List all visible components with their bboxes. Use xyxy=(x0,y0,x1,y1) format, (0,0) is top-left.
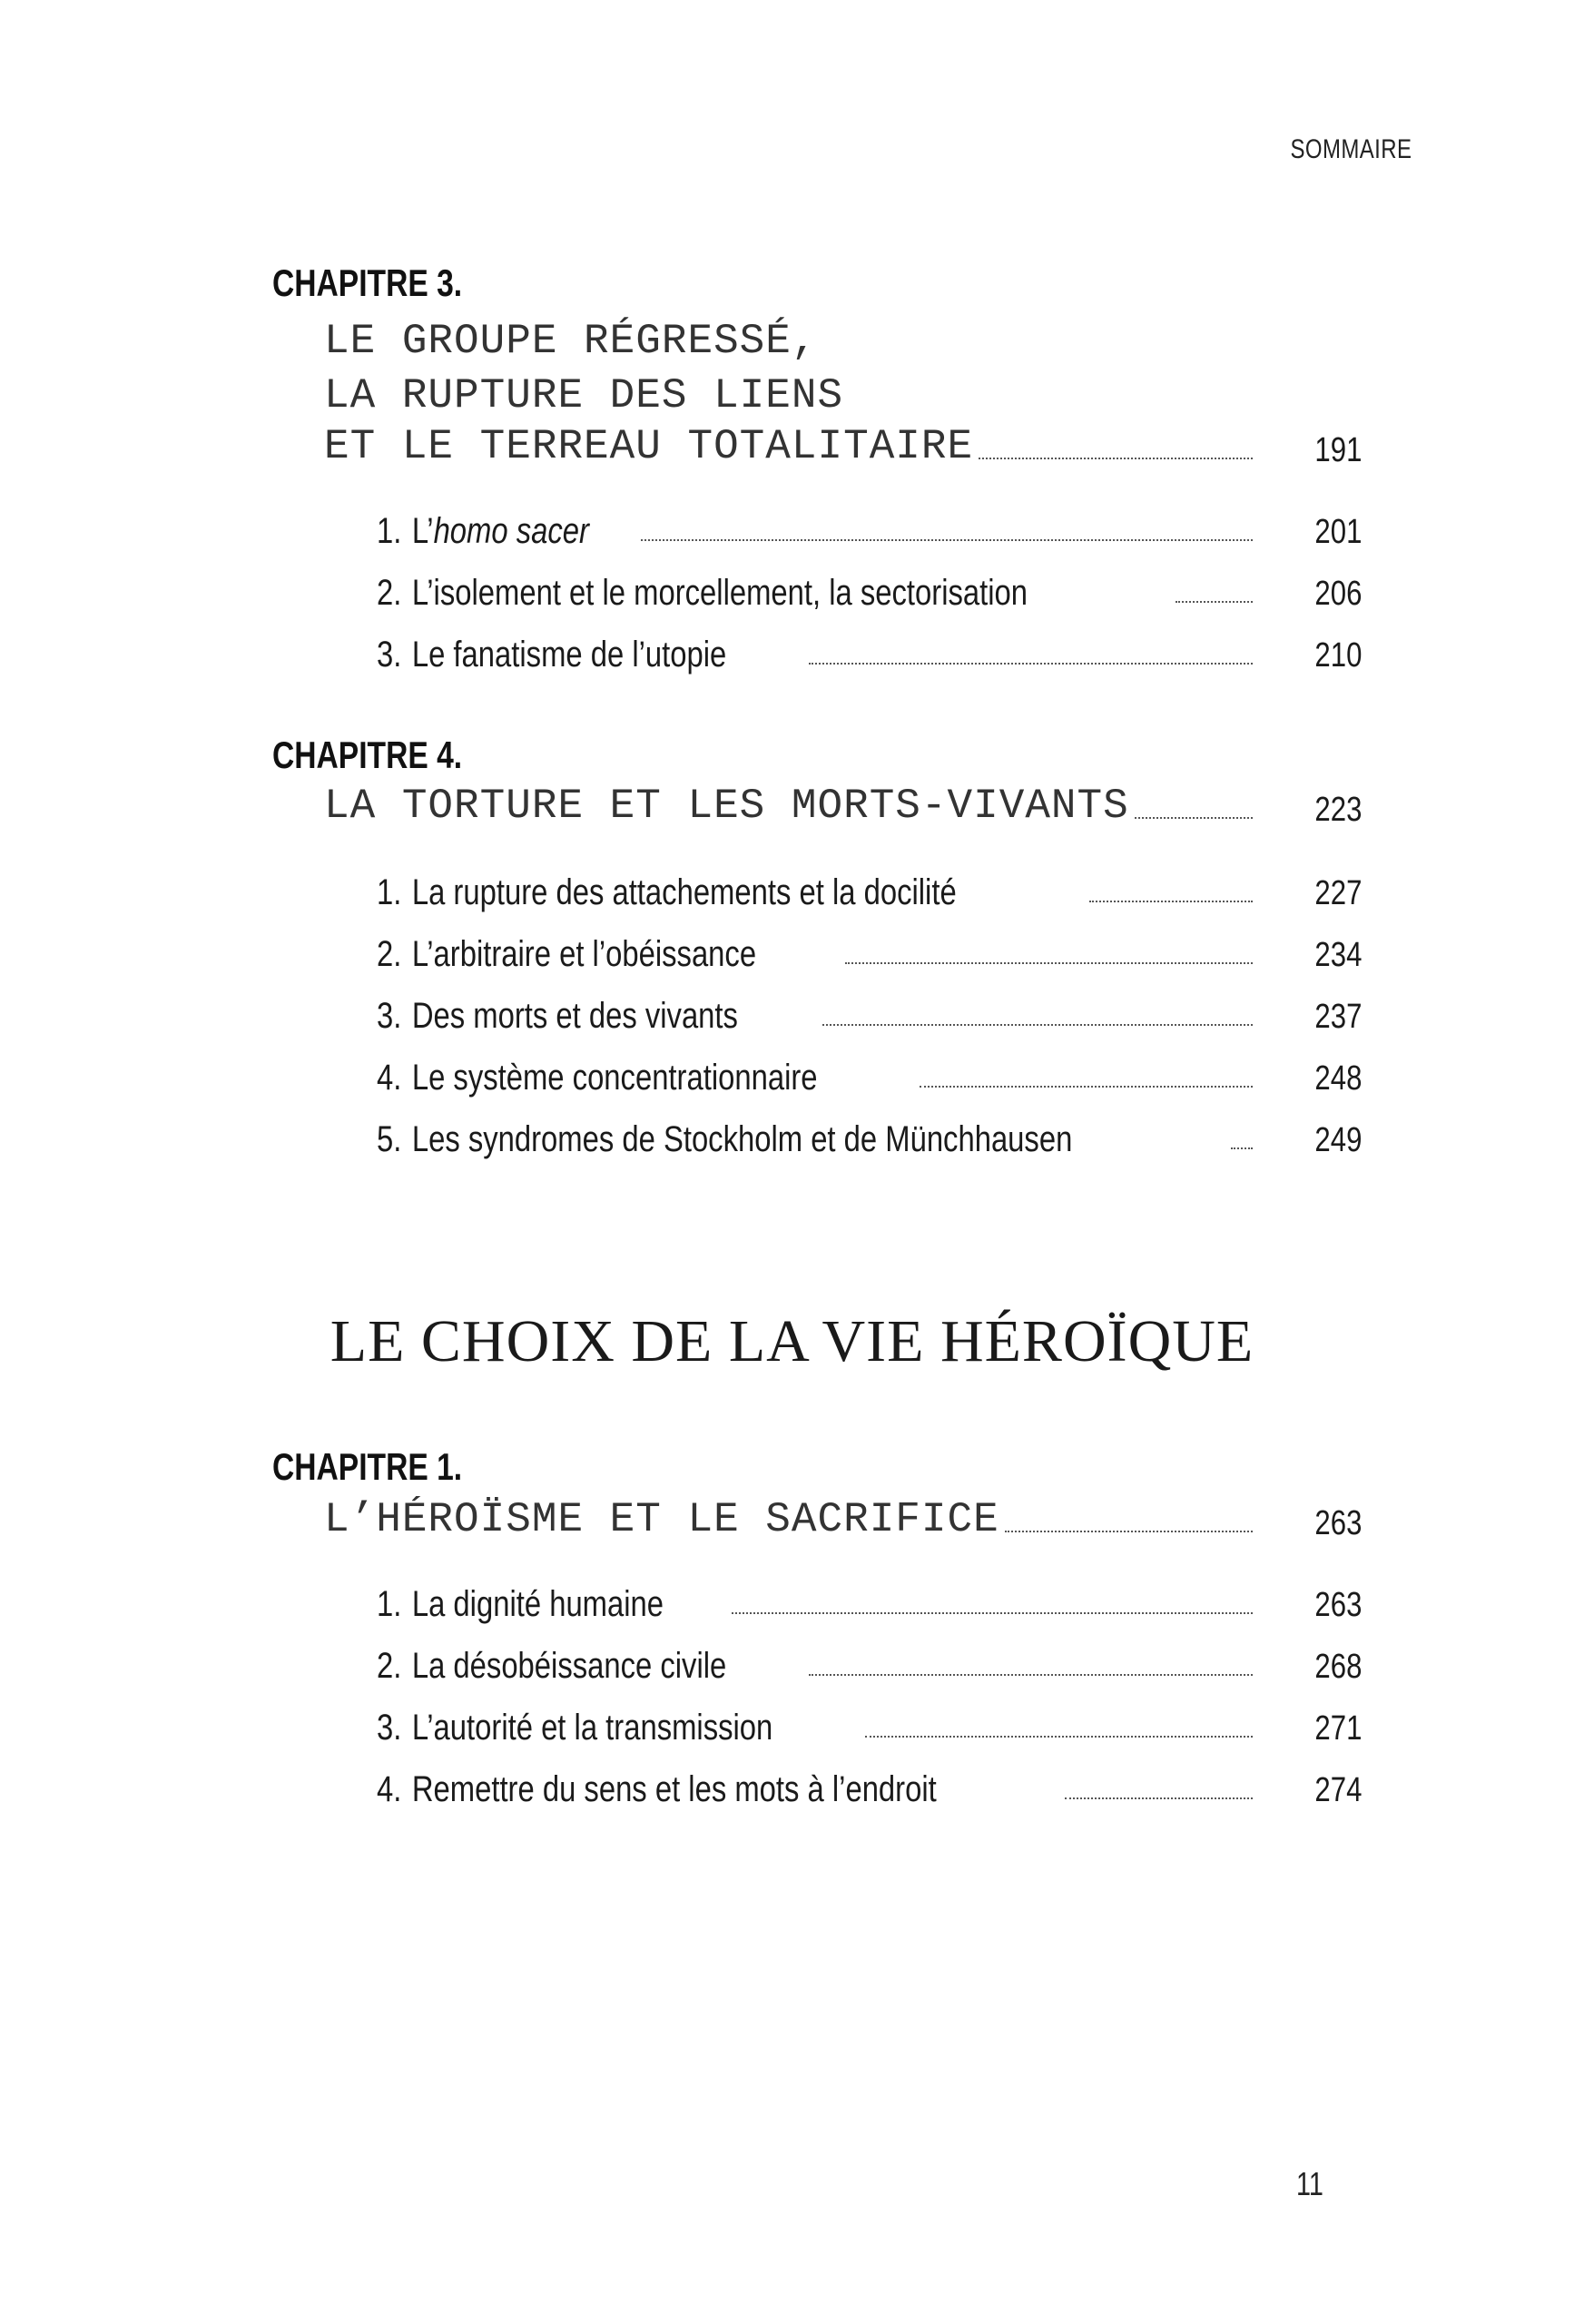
entry-number: 3. xyxy=(377,635,402,675)
chapter-3-title-row[interactable] xyxy=(0,423,1584,470)
chapter-3-title-line-2: LA RUPTURE DES LIENS xyxy=(324,372,844,419)
entry-text: L’arbitraire et l’obéissance xyxy=(411,934,757,974)
chapter-3-page: 191 xyxy=(1314,431,1362,469)
leader-dots xyxy=(979,458,1253,459)
chapter-3-title-line-1: LE GROUPE RÉGRESSÉ, xyxy=(324,318,818,365)
entry-page: 263 xyxy=(1314,1586,1362,1624)
leader-dots xyxy=(641,539,1253,541)
entry-number: 2. xyxy=(377,934,402,974)
entry-page: 206 xyxy=(1314,575,1362,613)
entry-text-italic: homo sacer xyxy=(433,511,589,551)
entry-page: 271 xyxy=(1314,1709,1362,1748)
chapter-4-page: 223 xyxy=(1314,791,1362,829)
entry-number: 5. xyxy=(377,1119,402,1159)
leader-dots xyxy=(809,1674,1253,1676)
entry-text: La désobéissance civile xyxy=(411,1646,727,1686)
leader-dots xyxy=(1089,901,1253,902)
entry-page: 210 xyxy=(1314,636,1362,675)
entry-page: 248 xyxy=(1314,1059,1362,1098)
entry-page: 249 xyxy=(1314,1121,1362,1159)
entry-text: Des morts et des vivants xyxy=(411,996,738,1036)
entry-page: 237 xyxy=(1314,998,1362,1036)
chapter-1-title: L’HÉROÏSME ET LE SACRIFICE xyxy=(324,1496,999,1543)
leader-dots xyxy=(845,962,1253,964)
toc-entry[interactable] xyxy=(0,1763,1584,1810)
toc-entry[interactable] xyxy=(0,1701,1584,1748)
entry-number: 1. xyxy=(377,872,402,912)
chapter-4-title-row[interactable] xyxy=(0,783,1584,830)
page-number: 11 xyxy=(1296,2165,1323,2202)
leader-dots xyxy=(822,1024,1253,1026)
entry-page: 201 xyxy=(1314,513,1362,551)
entry-text: La dignité humaine xyxy=(411,1584,664,1624)
leader-dots xyxy=(1005,1531,1253,1532)
toc-entry[interactable] xyxy=(0,505,1584,552)
toc-entry[interactable] xyxy=(0,566,1584,614)
entry-page: 268 xyxy=(1314,1648,1362,1686)
toc-entry[interactable] xyxy=(0,1640,1584,1687)
part-title: LE CHOIX DE LA VIE HÉROÏQUE xyxy=(330,1308,1254,1374)
chapter-1-title-row[interactable] xyxy=(0,1496,1584,1543)
toc-entry[interactable] xyxy=(0,1578,1584,1625)
chapter-1-page: 263 xyxy=(1314,1504,1362,1542)
entry-number: 4. xyxy=(377,1058,402,1098)
entry-text: Les syndromes de Stockholm et de Münchhausen xyxy=(411,1119,1073,1159)
entry-text: L’isolement et le morcellement, la sectorisation xyxy=(411,573,1028,613)
leader-dots xyxy=(732,1612,1253,1614)
toc-entry[interactable] xyxy=(0,866,1584,913)
toc-entry[interactable] xyxy=(0,1113,1584,1160)
leader-dots xyxy=(1231,1147,1253,1149)
toc-entry[interactable] xyxy=(0,1051,1584,1098)
entry-number: 4. xyxy=(377,1769,402,1809)
entry-text: L’ xyxy=(411,511,434,551)
entry-number: 3. xyxy=(377,996,402,1036)
entry-page: 274 xyxy=(1314,1771,1362,1809)
toc-entry[interactable] xyxy=(0,628,1584,675)
entry-text: La rupture des attachements et la docilité xyxy=(411,872,957,912)
running-head: SOMMAIRE xyxy=(1290,134,1412,164)
entry-number: 1. xyxy=(377,511,402,551)
toc-entry[interactable] xyxy=(0,928,1584,975)
entry-page: 234 xyxy=(1314,936,1362,974)
chapter-4-title: LA TORTURE ET LES MORTS-VIVANTS xyxy=(324,783,1129,830)
leader-dots xyxy=(1065,1797,1253,1799)
leader-dots xyxy=(865,1736,1253,1738)
entry-text: Remettre du sens et les mots à l’endroit xyxy=(411,1769,937,1809)
chapter-3-label: CHAPITRE 3. xyxy=(272,261,463,304)
entry-text: Le fanatisme de l’utopie xyxy=(411,635,727,675)
leader-dots xyxy=(920,1086,1253,1088)
entry-number: 3. xyxy=(377,1708,402,1748)
leader-dots xyxy=(1176,601,1253,603)
toc-entry[interactable] xyxy=(0,990,1584,1037)
entry-text: L’autorité et la transmission xyxy=(411,1708,773,1748)
entry-number: 1. xyxy=(377,1584,402,1624)
chapter-1-label: CHAPITRE 1. xyxy=(272,1445,463,1488)
entry-page: 227 xyxy=(1314,874,1362,912)
chapter-3-title-line-3: ET LE TERREAU TOTALITAIRE xyxy=(324,423,974,470)
entry-text: Le système concentrationnaire xyxy=(411,1058,818,1098)
chapter-4-label: CHAPITRE 4. xyxy=(272,734,463,776)
entry-number: 2. xyxy=(377,1646,402,1686)
entry-number: 2. xyxy=(377,573,402,613)
leader-dots xyxy=(1135,817,1253,819)
leader-dots xyxy=(809,663,1253,665)
